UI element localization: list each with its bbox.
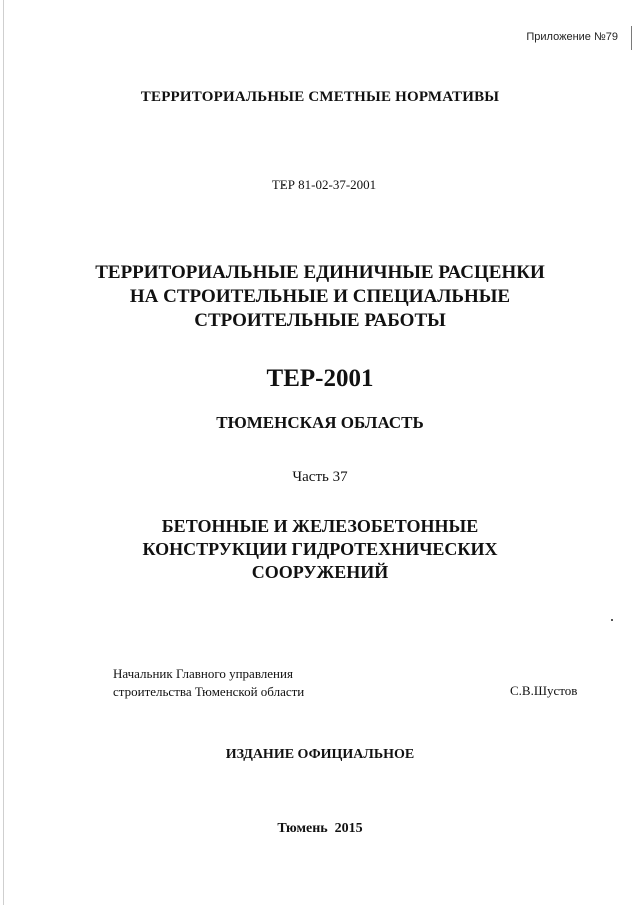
section-title-line: КОНСТРУКЦИИ ГИДРОТЕХНИЧЕСКИХ xyxy=(142,539,498,559)
scan-right-mark xyxy=(631,26,632,50)
section-title xyxy=(0,515,640,584)
section-title-line: БЕТОННЫЕ И ЖЕЛЕЗОБЕТОННЫЕ xyxy=(161,516,479,536)
region-title: ТЮМЕНСКАЯ ОБЛАСТЬ xyxy=(216,413,424,432)
signatory-name: С.В.Шустов xyxy=(510,683,578,698)
edition-label: ИЗДАНИЕ ОФИЦИАЛЬНОЕ xyxy=(225,747,415,762)
section-title-line: СООРУЖЕНИЙ xyxy=(251,562,389,582)
part-number: Часть 37 xyxy=(292,469,348,485)
footer-city-year: Тюмень 2015 xyxy=(277,821,363,836)
main-title xyxy=(0,261,640,333)
scan-left-edge xyxy=(3,0,4,905)
signatory-position xyxy=(113,665,304,701)
signatory-position-line: Начальник Главного управления xyxy=(113,666,293,681)
signatory-position-line: строительства Тюменской области xyxy=(113,684,305,699)
main-title-line: СТРОИТЕЛЬНЫЕ РАБОТЫ xyxy=(194,310,446,331)
document-code: ТЕР 81-02-37-2001 xyxy=(271,177,377,192)
main-title-line: ТЕРРИТОРИАЛЬНЫЕ ЕДИНИЧНЫЕ РАСЦЕНКИ xyxy=(95,262,545,283)
main-title-line: НА СТРОИТЕЛЬНЫЕ И СПЕЦИАЛЬНЫЕ xyxy=(129,286,511,307)
header-title: ТЕРРИТОРИАЛЬНЫЕ СМЕТНЫЕ НОРМАТИВЫ xyxy=(140,89,500,105)
scan-speck xyxy=(611,619,613,621)
ter-code: ТЕР-2001 xyxy=(266,365,374,392)
appendix-label: Приложение №79 xyxy=(526,31,618,43)
